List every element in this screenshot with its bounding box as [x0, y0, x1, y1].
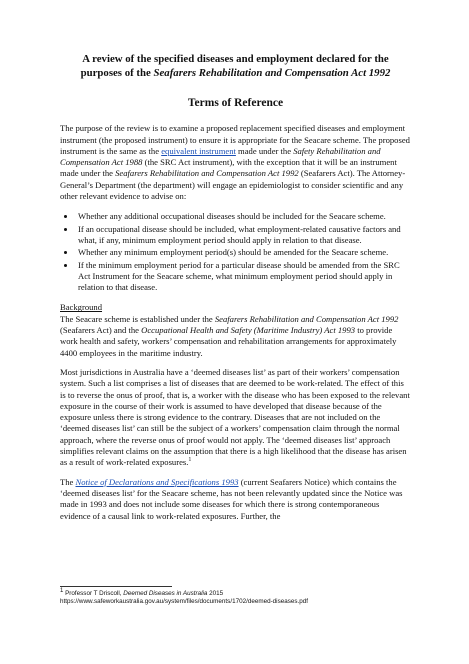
title-line-2-prefix: purposes of the — [80, 67, 154, 79]
list-item: • If an occupational disease should be included, what employment-related causative factors and what, if any, minimum employment period should apply in relation to that disease. — [76, 224, 411, 247]
deemed-diseases-paragraph — [60, 367, 411, 469]
background-text-2: (Seafarers Act) and the — [60, 325, 142, 336]
advice-list — [60, 211, 411, 293]
background-text-1: The Seacare scheme is established under the — [60, 313, 215, 324]
notice-of-declarations-link[interactable] — [76, 477, 239, 487]
footnote-author: Professor T Driscoll, — [63, 590, 124, 597]
background-act-2: Occupational Health and Safety (Maritime Industry) Act 1993 — [141, 325, 356, 336]
title-line-1: A review of the specified diseases and employment declared for the — [82, 53, 389, 65]
terms-of-reference-heading: Terms of Reference — [187, 97, 284, 109]
background-text-3: to provide work health and safety, workers’ compensation and rehabilitation arrangements for approximately 4400 employees in the maritime industry. — [60, 325, 397, 358]
list-item: • Whether any additional occupational diseases should be included for the Seacare scheme. — [76, 211, 411, 222]
equivalent-instrument-link[interactable]: equivalent instrument — [161, 145, 236, 156]
intro-text-4: (Seafarers Act). The Attorney-General’s Department (the department) will engage an epidemiologist to consider scientific and any other relevant evidence to advise on: — [60, 168, 406, 202]
notice-text-2: (current Seafarers Notice) which contains the ‘deemed diseases list’ for the Seacare scheme, has not been relevantly updated since the Notice was made in 1993 and does not include some diseases for which there is strong contemporaneous evidence of a causal link to work-related exposures. Further, the — [60, 476, 403, 521]
footnote-url[interactable]: https://www.safeworkaustralia.gov.au/system/files/documents/1702/deemed-diseases.pdf — [60, 598, 309, 605]
background-paragraph — [60, 314, 411, 359]
intro-text-2: made under the — [235, 145, 294, 156]
list-item: • If the minimum employment period for a particular disease should be amended from the SRC Act Instrument for the Seacare scheme, what minimum employment period should apply in relation to that disease. — [76, 260, 411, 294]
intro-paragraph — [60, 123, 411, 202]
notice-link-italic: Notice of Declarations and Specifications 1993 — [75, 476, 239, 487]
document-title — [60, 52, 411, 80]
footnote — [60, 587, 420, 606]
footnote-divider — [60, 586, 172, 587]
intro-text-3: (the SRC Act instrument), with the exception that it will be an instrument made under the — [60, 157, 397, 179]
footnote-year: 2015 — [207, 590, 224, 597]
notice-text-1: The — [60, 476, 76, 487]
footnote-ref[interactable]: 1 — [188, 457, 192, 464]
background-act-1: Seafarers Rehabilitation and Compensation Act 1992 — [214, 313, 399, 324]
list-item: • Whether any minimum employment period(s) should be amended for the Seacare scheme. — [76, 247, 411, 258]
footnote-number: 1 — [60, 587, 64, 594]
intro-text-1: The purpose of the review is to examine a proposed replacement specified diseases and employment instrument (the proposed instrument) to ensure it is appropriate for the Seacare scheme. The proposed instrument is the same as the — [60, 123, 410, 156]
src-act-name: Safety Rehabilitation and Compensation Act 1988 — [60, 145, 381, 168]
footnote-publication: Deemed Diseases in Australia — [123, 590, 208, 597]
seafarers-act-name: Seafarers Rehabilitation and Compensation Act 1992 — [115, 168, 299, 179]
deemed-diseases-text: Most jurisdictions in Australia have a ‘deemed diseases list’ as part of their workers’ compensation system. Such a list comprises a list of diseases that are deemed to be work-related. The effect of this is to reverse the onus of proof, that is, a worker with the disease who has been exposed to the relevant exposure in the course of their work is assumed to have developed that disease because of the exposure unless there is strong evidence to the contrary. Diseases that are not included on the ‘deemed diseases list’ can still be the subject of a workers’ compensation claim through the normal approach, where the reverse onus of proof would not apply. The ‘deemed diseases list’ approach simplifies relevant claims on the assumption that there is a high likelihood that the disease has arisen as a result of work-related exposures. — [60, 366, 410, 468]
title-act-name: Seafarers Rehabilitation and Compensation Act 1992 — [153, 67, 391, 79]
seafarers-notice-paragraph — [60, 477, 411, 522]
background-heading: Background — [60, 302, 103, 313]
